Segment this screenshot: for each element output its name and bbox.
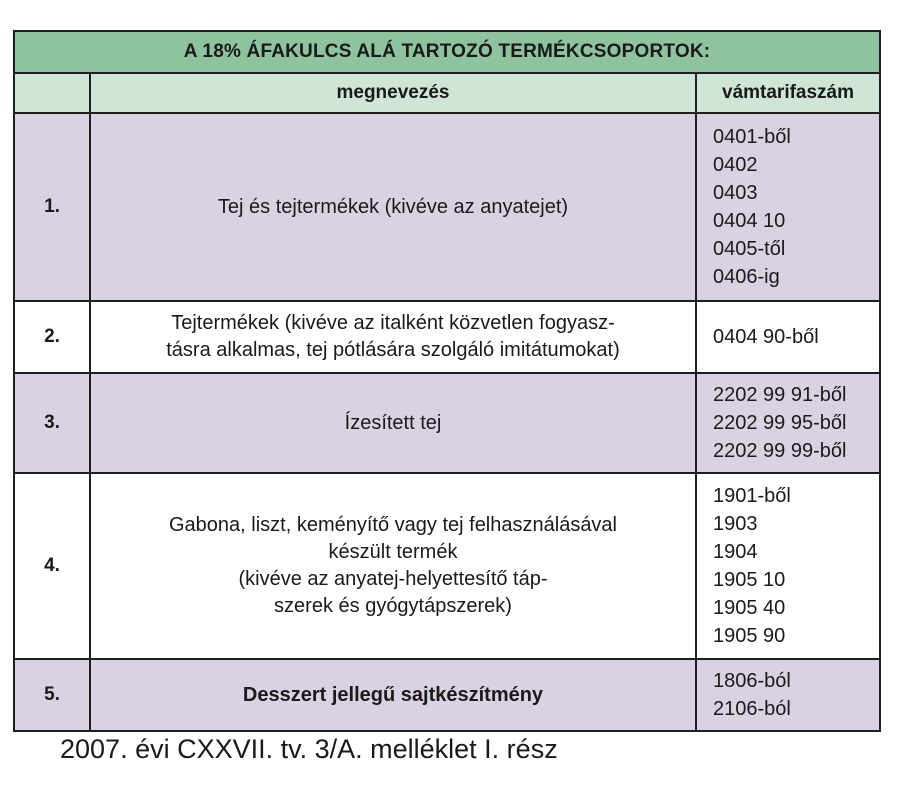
- tariff-code: 0406-ig: [713, 266, 780, 288]
- header-name: megnevezés: [90, 73, 696, 113]
- tariff-code: 1905 90: [713, 625, 786, 647]
- row-name-line: Desszert jellegű sajtkészítmény: [242, 683, 544, 706]
- row-name: [90, 113, 696, 301]
- tariff-code: 0403: [713, 182, 758, 204]
- row-name-line: Tejtermékek (kivéve az italként közvetlen fogyasz-: [171, 312, 615, 334]
- tariff-code: 1904: [713, 541, 758, 563]
- vat-product-groups-table: [13, 30, 881, 732]
- tariff-code: 2106-ból: [713, 698, 791, 720]
- row-name-line: szerek és gyógytápszerek): [274, 595, 512, 617]
- row-name: [90, 373, 696, 473]
- tariff-code: 0402: [713, 154, 758, 176]
- row-name-line: Tej és tejtermékek (kivéve az anyatejet): [217, 195, 569, 218]
- tariff-code: 1905 10: [713, 569, 786, 591]
- row-codes: [696, 373, 880, 473]
- row-name-line: (kivéve az anyatej-helyettesítő táp-: [238, 568, 548, 590]
- row-number: 2.: [14, 301, 90, 373]
- tariff-code: 2202 99 91-ből: [713, 384, 847, 406]
- row-name-line: készült termék: [328, 541, 458, 563]
- table-row: [14, 301, 880, 373]
- table-title-row: [14, 31, 880, 73]
- tariff-code: 2202 99 95-ből: [713, 412, 847, 434]
- row-name: [90, 659, 696, 731]
- tariff-code: 0404 10: [713, 210, 786, 232]
- row-name-line: Gabona, liszt, keményítő vagy tej felhasználásával: [168, 514, 618, 536]
- header-code: vámtarifaszám: [696, 73, 880, 113]
- row-codes: [696, 473, 880, 659]
- tariff-code: 0401-ből: [713, 126, 791, 148]
- row-number: 5.: [14, 659, 90, 731]
- row-codes: [696, 659, 880, 731]
- tariff-code: 1901-ből: [713, 485, 791, 507]
- row-number: 4.: [14, 473, 90, 659]
- row-codes: [696, 113, 880, 301]
- tariff-code: 2202 99 99-ből: [713, 440, 847, 462]
- row-name-line: Ízesített tej: [344, 411, 442, 434]
- row-codes: [696, 301, 880, 373]
- row-name: [90, 301, 696, 373]
- table-title: A 18% ÁFAKULCS ALÁ TARTOZÓ TERMÉKCSOPORTOK:: [14, 31, 880, 73]
- row-name: [90, 473, 696, 659]
- source-caption: 2007. évi CXXVII. tv. 3/A. melléklet I. rész: [60, 734, 558, 764]
- row-number: 3.: [14, 373, 90, 473]
- tariff-code: 0405-től: [713, 238, 786, 260]
- row-name-line: tásra alkalmas, tej pótlására szolgáló imitátumokat): [166, 339, 620, 361]
- header-number: [14, 73, 90, 113]
- table-row: [14, 113, 880, 301]
- table-row: [14, 373, 880, 473]
- table-row: [14, 659, 880, 731]
- row-number: 1.: [14, 113, 90, 301]
- tariff-code: 0404 90-ből: [713, 326, 819, 348]
- tariff-code: 1903: [713, 513, 758, 535]
- table-row: [14, 473, 880, 659]
- tariff-code: 1806-ból: [713, 670, 791, 692]
- tariff-code: 1905 40: [713, 597, 786, 619]
- table-header-row: [14, 73, 880, 113]
